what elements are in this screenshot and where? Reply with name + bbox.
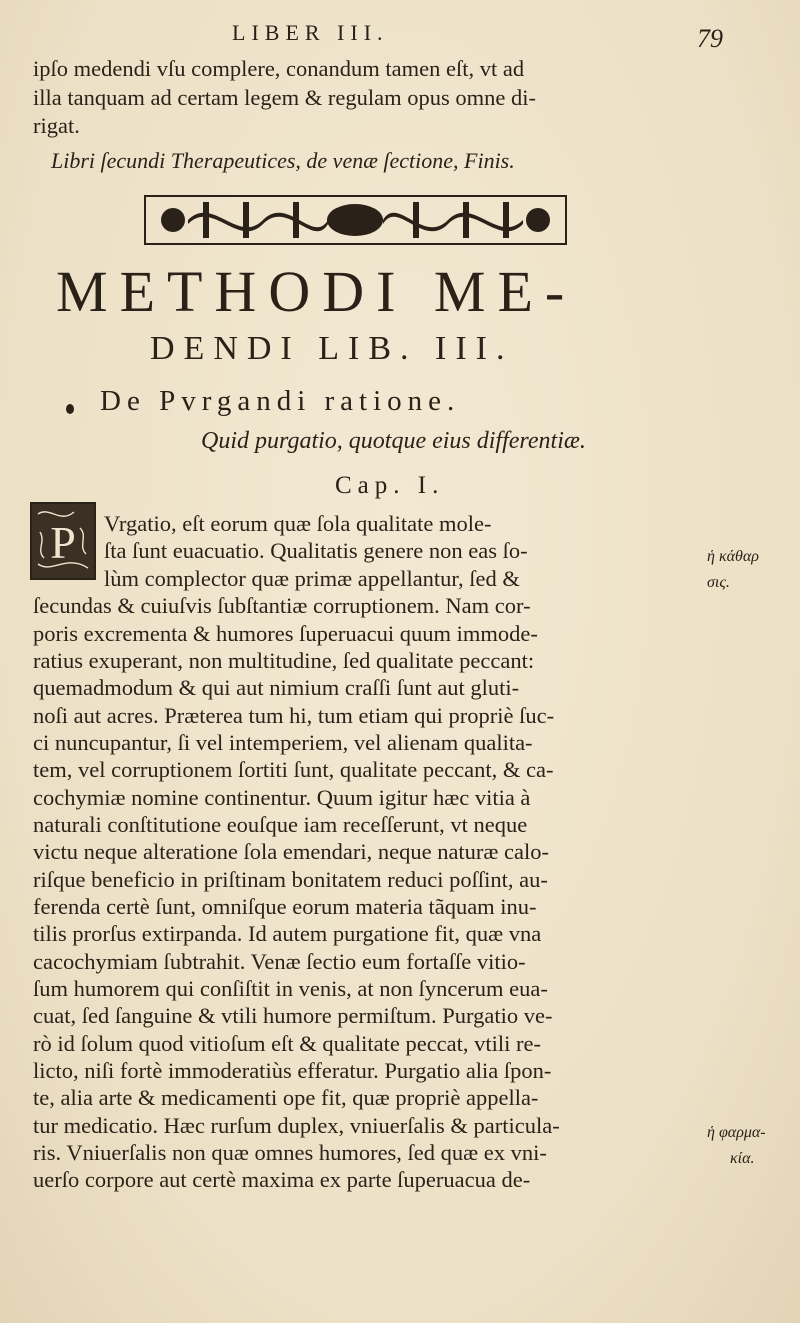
text-line: cochymiæ nomine continentur. Quum igitur hæc vitia à <box>33 785 531 810</box>
text-line: rigat. <box>33 113 80 138</box>
text-line: cacochymiam ſubtrahit. Venæ ſectio eum fortaſſe vitio- <box>33 949 526 974</box>
text-line: licto, niſi fortè immoderatiùs efferatur. Purgatio alia ſpon- <box>33 1058 552 1083</box>
dot-mark <box>66 404 74 414</box>
running-head-title: LIBER III. <box>232 20 389 45</box>
text-line: tem, vel corruptionem ſortiti ſunt, qualitate peccant, & ca- <box>33 757 554 782</box>
section-title: De Pvrgandi ratione. <box>100 385 461 417</box>
chapter-heading: Cap. I. <box>335 472 445 499</box>
margin-gloss: κία. <box>730 1150 755 1167</box>
drop-cap-letter: P <box>50 517 76 568</box>
text-line: tur medicatio. Hæc rurſum duplex, vniuerſalis & particula- <box>33 1113 560 1138</box>
drop-cap-icon <box>30 502 96 580</box>
ornament-band-icon <box>143 190 568 250</box>
text-line: cuat, ſed ſanguine & vtili humore permiſtum. Purgatio ve- <box>33 1003 553 1028</box>
book-title-line1: METHODI ME- <box>56 259 577 324</box>
text-line: ipſo medendi vſu complere, conandum tamen eſt, vt ad <box>33 56 525 81</box>
running-head <box>0 14 800 54</box>
text-line: ratius exuperant, non multitudine, ſed qualitate peccant: <box>33 648 535 673</box>
finis-line: Libri ſecundi Therapeutices, de venæ ſectione, Finis. <box>51 148 515 173</box>
text-line: illa tanquam ad certam legem & regulam opus omne di- <box>33 85 536 110</box>
text-line: tilis prorſus extirpanda. Id autem purgatione fit, quæ vna <box>33 921 542 946</box>
text-line: rò id ſolum quod vitioſum eſt & qualitate peccat, vtili re- <box>33 1031 542 1056</box>
text-line: noſi aut acres. Præterea tum hi, tum etiam qui propriè ſuc- <box>33 703 555 728</box>
page-number: 79 <box>697 24 723 53</box>
text-line: poris excrementa & humores ſuperuacui quum immode- <box>33 621 538 646</box>
text-line: riſque beneficio in priſtinam bonitatem reduci poſſint, au- <box>33 867 548 892</box>
margin-gloss: ἡ φαρμα- <box>707 1124 766 1141</box>
subheading: Quid purgatio, quotque eius differentiæ. <box>201 428 586 454</box>
margin-gloss: σις. <box>707 574 730 591</box>
text-line: victu neque alteratione ſola emendari, neque naturæ calo- <box>33 839 550 864</box>
text-line: ſta ſunt euacuatio. Qualitatis genere non eas ſo- <box>104 538 528 563</box>
text-line: uerſo corpore aut certè maxima ex parte ſuperuacua de- <box>33 1167 531 1192</box>
text-line: ris. Vniuerſalis non quæ omnes humores, ſed quæ ex vni- <box>33 1140 547 1165</box>
text-line: ci nuncupantur, ſi vel intemperiem, vel alienam qualita- <box>33 730 533 755</box>
text-line: naturali conſtitutione eouſque iam receſſerunt, vt neque <box>33 812 528 837</box>
margin-gloss: ἡ κάθαρ <box>707 548 759 565</box>
text-line: te, alia arte & medicamenti ope fit, quæ propriè appella- <box>33 1085 539 1110</box>
text-line: ſecundas & cuiuſvis ſubſtantiæ corruptionem. Nam cor- <box>33 593 531 618</box>
text-line: ferenda certè ſunt, omniſque eorum materia tãquam inu- <box>33 894 537 919</box>
text-line: Vrgatio, eſt eorum quæ ſola qualitate mole- <box>104 511 492 536</box>
book-title-line2: DENDI LIB. III. <box>150 330 514 367</box>
text-line: ſum humorem qui conſiſtit in venis, at non ſyncerum eua- <box>33 976 548 1001</box>
text-line: lùm complector quæ primæ appellantur, ſed & <box>104 566 520 591</box>
text-line: quemadmodum & qui aut nimium craſſi ſunt aut gluti- <box>33 675 520 700</box>
